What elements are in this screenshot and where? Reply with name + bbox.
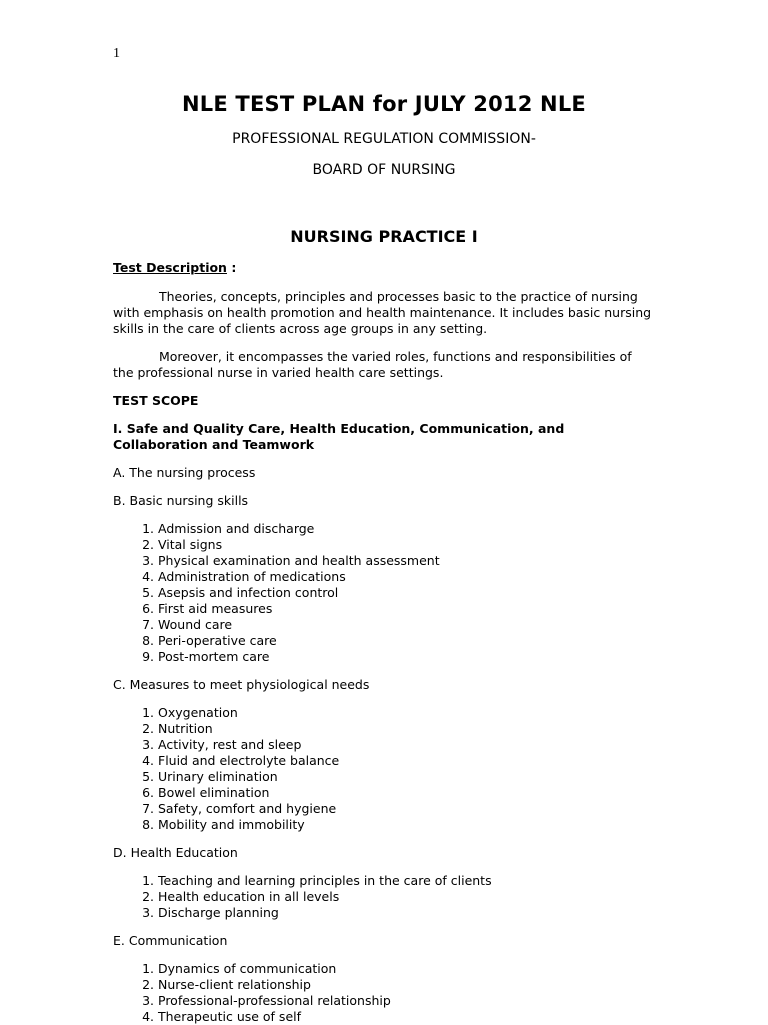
list-item: 3. Physical examination and health assessment (158, 553, 653, 569)
scope-section-list (113, 705, 653, 833)
scope-section-heading: E. Communication (113, 933, 228, 948)
list-item: 1. Admission and discharge (158, 521, 653, 537)
scope-heading: I. Safe and Quality Care, Health Education, Communication, and Collaboration and Teamwork (113, 421, 565, 452)
list-item: 2. Vital signs (158, 537, 653, 553)
list-item: 3. Activity, rest and sleep (158, 737, 653, 753)
scope-section-heading: C. Measures to meet physiological needs (113, 677, 370, 692)
list-item: 8. Peri-operative care (158, 633, 653, 649)
test-description-colon: : (226, 260, 237, 275)
test-description-label: Test Description (113, 260, 227, 275)
scope-section-list (113, 521, 653, 665)
scope-sections (113, 465, 653, 1025)
document-title: NLE TEST PLAN for JULY 2012 NLE (182, 92, 586, 116)
list-item: 1. Dynamics of communication (158, 961, 653, 977)
description-paragraph-2: Moreover, it encompasses the varied roles, functions and responsibilities of the professional nurse in varied health care settings. (113, 349, 632, 380)
document-body (113, 260, 653, 1025)
list-item: 8. Mobility and immobility (158, 817, 653, 833)
section-title: NURSING PRACTICE I (290, 227, 478, 246)
scope-section-heading: A. The nursing process (113, 465, 256, 480)
list-item: 1. Teaching and learning principles in the care of clients (158, 873, 653, 889)
subtitle-commission: PROFESSIONAL REGULATION COMMISSION- (232, 131, 536, 147)
scope-section-heading: D. Health Education (113, 845, 238, 860)
list-item: 4. Administration of medications (158, 569, 653, 585)
scope-section-list (113, 873, 653, 921)
list-item: 1. Oxygenation (158, 705, 653, 721)
list-item: 9. Post-mortem care (158, 649, 653, 665)
test-description-heading (113, 260, 653, 276)
test-scope-label: TEST SCOPE (113, 393, 199, 408)
subtitle-board: BOARD OF NURSING (312, 162, 456, 178)
list-item: 2. Nutrition (158, 721, 653, 737)
list-item: 6. Bowel elimination (158, 785, 653, 801)
list-item: 4. Therapeutic use of self (158, 1009, 653, 1025)
list-item: 7. Safety, comfort and hygiene (158, 801, 653, 817)
scope-section-list (113, 961, 653, 1025)
list-item: 5. Asepsis and infection control (158, 585, 653, 601)
list-item: 6. First aid measures (158, 601, 653, 617)
page-number: 1 (113, 46, 120, 61)
list-item: 2. Health education in all levels (158, 889, 653, 905)
list-item: 2. Nurse-client relationship (158, 977, 653, 993)
list-item: 5. Urinary elimination (158, 769, 653, 785)
list-item: 7. Wound care (158, 617, 653, 633)
description-paragraph-1: Theories, concepts, principles and processes basic to the practice of nursing with emphasis on health promotion and health maintenance. It includes basic nursing skills in the care of clients across age groups in any setting. (113, 289, 652, 336)
list-item: 3. Discharge planning (158, 905, 653, 921)
list-item: 3. Professional-professional relationship (158, 993, 653, 1009)
scope-section-heading: B. Basic nursing skills (113, 493, 249, 508)
list-item: 4. Fluid and electrolyte balance (158, 753, 653, 769)
